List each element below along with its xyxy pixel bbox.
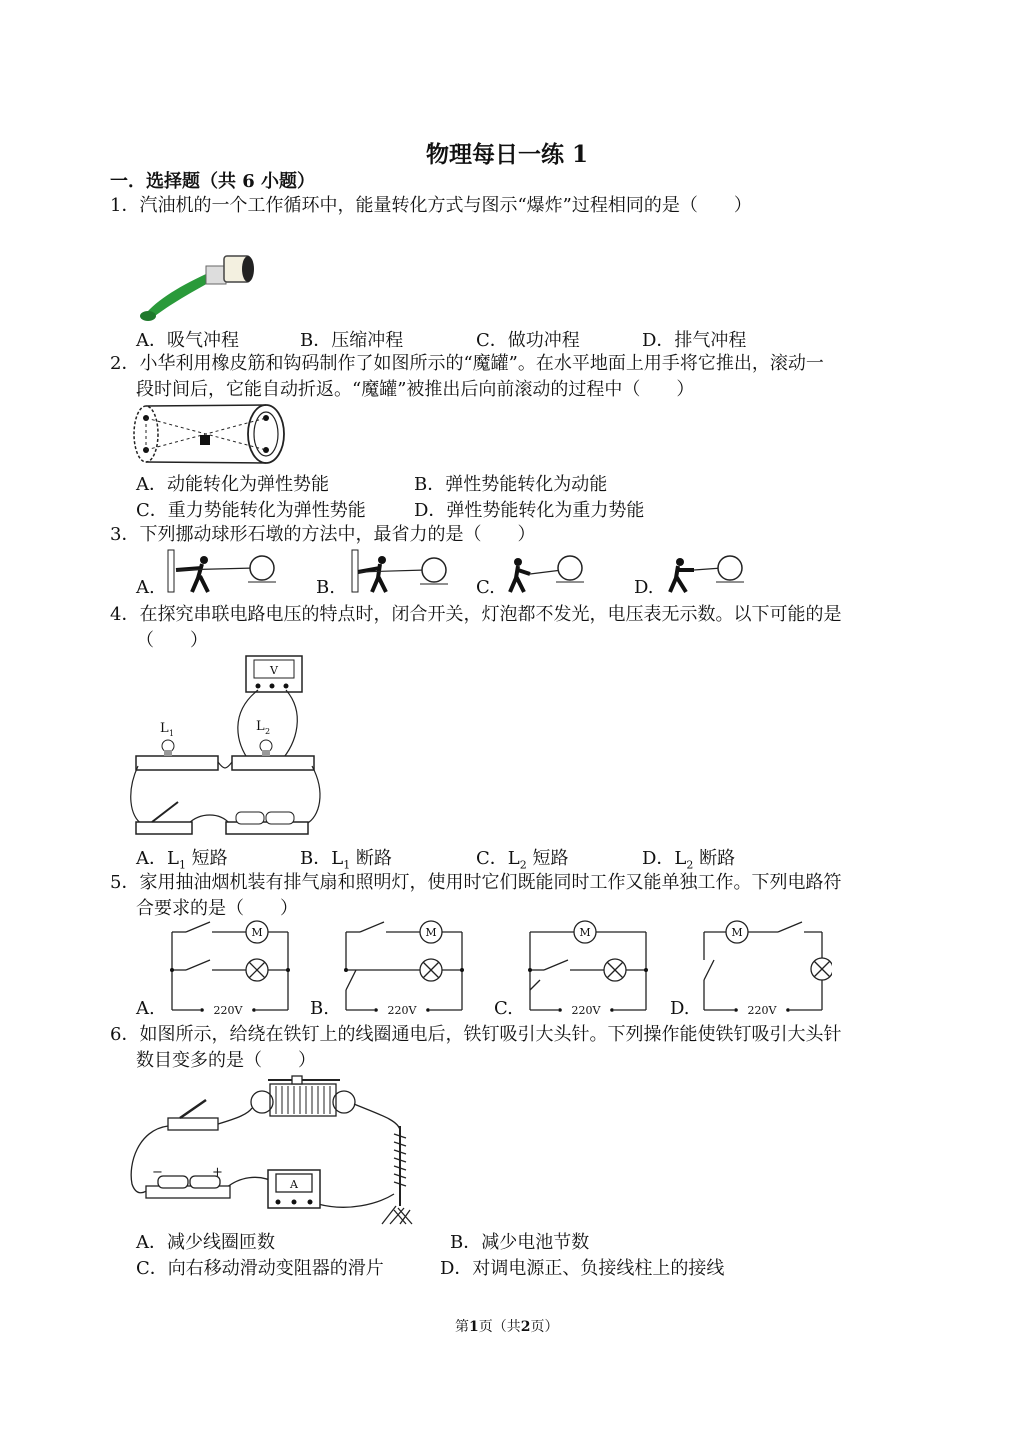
q6-stem-line1: 6．如图所示，给绕在铁钉上的线圈通电后，铁钉吸引大头针。下列操作能使铁钉吸引大头针: [110, 1024, 842, 1045]
q1-option-d[interactable]: D．排气冲程: [642, 330, 747, 351]
q4-l1-sub: 1: [169, 729, 175, 738]
q5-circuit-c: [522, 918, 652, 1018]
q3-option-d[interactable]: D.: [634, 577, 654, 598]
q3-figure-a: [162, 548, 282, 594]
q5b-voltage-label: 220V: [387, 1004, 417, 1017]
q5d-motor-label: M: [731, 926, 743, 939]
q5-stem-line1: 5．家用抽油烟机装有排气扇和照明灯，使用时它们既能同时工作又能单独工作。下列电路符: [110, 872, 842, 893]
q6-option-b[interactable]: B．减少电池节数: [450, 1232, 590, 1253]
q4-series-circuit-figure: [130, 652, 330, 840]
q1-explosion-figure: [136, 240, 266, 322]
q6-plus-label: +: [212, 1165, 223, 1180]
q2-magic-can-figure: [130, 402, 290, 466]
q5a-voltage-label: 220V: [213, 1004, 243, 1017]
section-heading: 一．选择题（共 6 小题）: [110, 171, 316, 192]
q1-option-b[interactable]: B．压缩冲程: [300, 330, 404, 351]
q4-option-b[interactable]: B．$L_1$ 断路: [300, 848, 392, 872]
q6-option-a[interactable]: A．减少线圈匝数: [136, 1232, 275, 1253]
page-footer: 第1页（共2页）: [455, 1319, 559, 1335]
q4-stem-line1: 4．在探究串联电路电压的特点时，闭合开关，灯泡都不发光，电压表无示数。以下可能的是: [110, 604, 842, 625]
q4-option-c[interactable]: C．$L_2$ 短路: [476, 848, 569, 872]
q2-stem-line1: 2．小华利用橡皮筋和钩码制作了如图所示的“魔罐”。在水平地面上用手将它推出，滚动一: [110, 353, 824, 374]
q4-l1-label: L: [160, 721, 169, 736]
page-title: 物理每日一练 1: [426, 141, 589, 168]
q2-option-a[interactable]: A．动能转化为弹性势能: [136, 474, 329, 495]
q3-figure-c: [504, 548, 594, 594]
q4-l2-label: L: [256, 719, 265, 734]
q3-option-a[interactable]: A.: [136, 577, 155, 598]
q2-option-c[interactable]: C．重力势能转化为弹性势能: [136, 500, 366, 521]
q4-option-a[interactable]: A．$L_1$ 短路: [136, 848, 228, 872]
q5-option-d[interactable]: D.: [670, 998, 690, 1019]
q3-figure-b: [346, 548, 456, 594]
q2-stem-line2: 段时间后，它能自动折返。“魔罐”被推出后向前滚动的过程中（ ）: [136, 379, 695, 400]
q6-option-d[interactable]: D．对调电源正、负接线柱上的接线: [440, 1258, 725, 1279]
q1-option-a[interactable]: A．吸气冲程: [136, 330, 239, 351]
q5c-motor-label: M: [579, 926, 591, 939]
q6-electromagnet-figure: [128, 1074, 428, 1226]
q5a-motor-label: M: [251, 926, 263, 939]
q5-option-c[interactable]: C.: [494, 998, 513, 1019]
q5d-voltage-label: 220V: [747, 1004, 777, 1017]
q3-stem: 3．下列挪动球形石墩的方法中，最省力的是（ ）: [110, 524, 536, 545]
q5-circuit-a: [164, 918, 294, 1018]
q5c-voltage-label: 220V: [571, 1004, 601, 1017]
q2-option-d[interactable]: D．弹性势能转化为重力势能: [414, 500, 645, 521]
q5b-motor-label: M: [425, 926, 437, 939]
q6-option-c[interactable]: C．向右移动滑动变阻器的滑片: [136, 1258, 384, 1279]
q4-l2-sub: 2: [265, 727, 271, 736]
q3-figure-d: [664, 548, 754, 594]
q2-option-b[interactable]: B．弹性势能转化为动能: [414, 474, 608, 495]
q5-circuit-d: [698, 918, 832, 1018]
q5-option-b[interactable]: B.: [310, 998, 329, 1019]
q6-minus-label: −: [152, 1165, 163, 1180]
q1-option-c[interactable]: C．做功冲程: [476, 330, 580, 351]
q6-ammeter-label: A: [290, 1178, 298, 1191]
q1-stem: 1．汽油机的一个工作循环中，能量转化方式与图示“爆炸”过程相同的是（ ）: [110, 195, 752, 216]
q4-voltmeter-label: V: [270, 664, 278, 677]
q6-stem-line2: 数目变多的是（ ）: [136, 1050, 316, 1071]
q5-option-a[interactable]: A.: [136, 998, 155, 1019]
q4-option-d[interactable]: D．$L_2$ 断路: [642, 848, 736, 872]
q3-option-b[interactable]: B.: [316, 577, 335, 598]
q5-stem-line2: 合要求的是（ ）: [136, 898, 298, 919]
q3-option-c[interactable]: C.: [476, 577, 495, 598]
q4-stem-line2: （ ）: [136, 630, 208, 651]
q5-circuit-b: [338, 918, 468, 1018]
